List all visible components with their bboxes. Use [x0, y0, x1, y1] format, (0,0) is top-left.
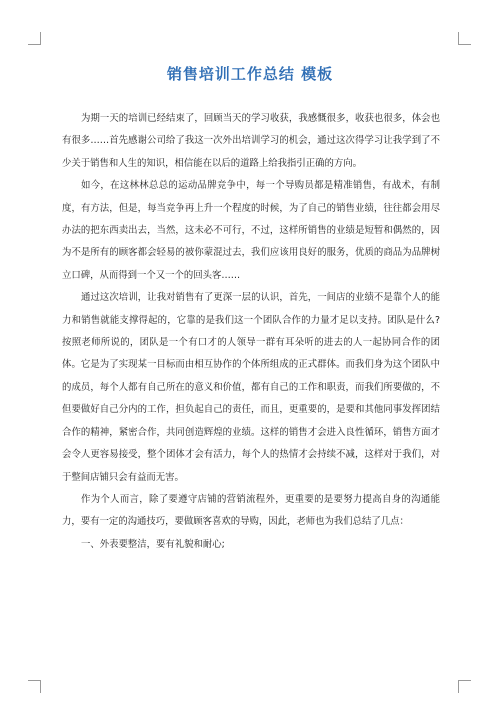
crop-mark-top-right	[458, 32, 471, 45]
document-body	[62, 108, 440, 556]
paragraph-3: 通过这次培训，让我对销售有了更深一层的认识，首先，一间店的业绩不是靠个人的能力和销售就能支撑得起的，它靠的是我们这一个团队合作的力量才足以支持。团队是什么?按照老师所说的，团队是一个有口才的人领导一群有耳朵听的进去的人一起协同合作的团体。它是为了实现某一目标而由相互协作的个体所组成的正式群体。而我们身为这个团队中的成员，每个人都有自己所在的意义和价值，都有自己的工作和职责，而我们所要做的，不但要做好自己分内的工作，担负起自己的责任，而且，更重要的，是要和其他同事发挥团结合作的精神，紧密合作，共同创造辉煌的业绩。这样的销售才会进入良性循环，销售方面才会令人更容易接受，整个团体才会有活力，每个人的热情才会持续不减，这样对于我们，对于整间店铺只会有益而无害。	[62, 292, 440, 483]
crop-mark-bottom-left	[28, 680, 41, 693]
crop-mark-bottom-right	[458, 680, 471, 693]
paragraph-4: 作为个人而言，除了要遵守店铺的营销流程外，更重要的是要努力提高自身的沟通能力，要有一定的沟通技巧，要做顾客喜欢的导购，因此，老师也为我们总结了几点：	[62, 493, 440, 528]
crop-mark-top-left	[28, 32, 41, 45]
paragraph-2: 如今，在这林林总总的运动品牌竞争中，每一个导购员都是精准销售，有战术，有制度，有方法，但是，每当竞争再上升一个程度的时候，为了自己的销售业绩，往往都会用尽办法的把东西卖出去，当然，这未必不可行，不过，这样所销售的业绩是短暂和偶然的，因为不是所有的顾客都会轻易的被你蒙混过去，我们应该用良好的服务，优质的商品为品牌树立口碑，从而得到一个又一个的回头客……	[62, 180, 440, 281]
paragraph-5: 一、外表要整洁，要有礼貌和耐心;	[81, 538, 225, 550]
document-title: 销售培训工作总结 模板	[166, 65, 334, 83]
paragraph-1: 为期一天的培训已经结束了，回顾当天的学习收获，我感慨很多，收获也很多，体会也有很多……首先感谢公司给了我这一次外出培训学习的机会，通过这次得学习让我学到了不少关于销售和人生的知识，相信能在以后的道路上给我指引正确的方向。	[62, 113, 440, 169]
